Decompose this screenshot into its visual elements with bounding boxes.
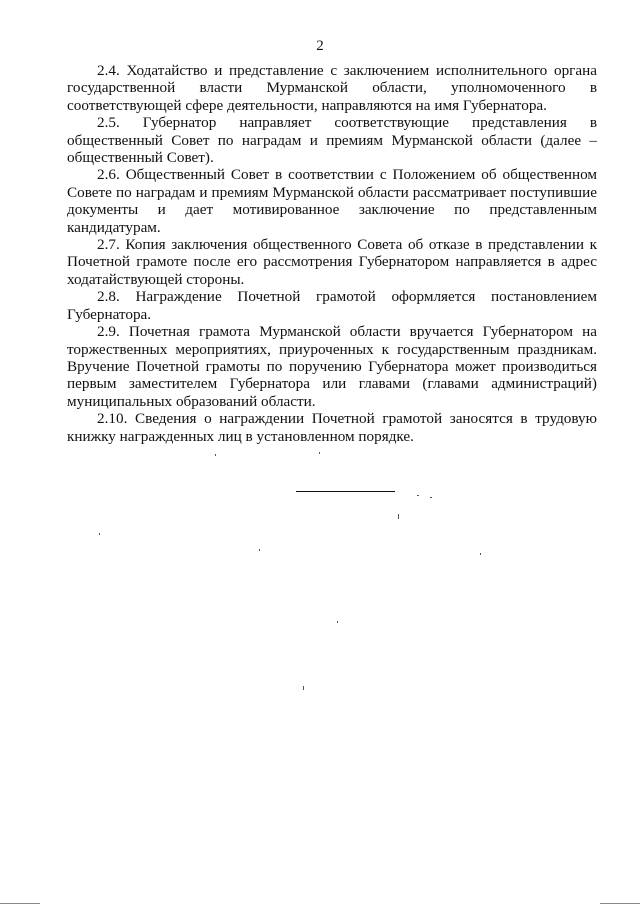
paragraph-2-7: 2.7. Копия заключения общественного Совета об отказе в представлении к Почетной грамоте после его рассмотрения Губернатором направляется в адрес ходатайствующей стороны. bbox=[67, 236, 597, 288]
paragraph-2-4: 2.4. Ходатайство и представление с заключением исполнительного органа государственной власти Мурманской области, уполномоченного в соответствующей сфере деятельности, направляются на имя Губернатора. bbox=[67, 62, 597, 114]
paragraph-2-5: 2.5. Губернатор направляет соответствующие представления в общественный Совет по наградам и премиям Мурманской области (далее – общественный Совет). bbox=[67, 114, 597, 167]
paragraph-2-10: 2.10. Сведения о награждении Почетной грамотой заносятся в трудовую книжку награжденных лиц в установленном порядке. bbox=[67, 410, 597, 445]
end-of-document-rule bbox=[296, 491, 395, 492]
paragraph-2-6: 2.6. Общественный Совет в соответствии с Положением об общественном Совете по наградам и премиям Мурманской области рассматривает поступившие документы и дает мотивированное заключение по представленным кандидатурам. bbox=[67, 166, 597, 236]
scan-speck bbox=[259, 549, 260, 551]
scan-edge-left bbox=[0, 903, 40, 904]
scan-speck bbox=[303, 686, 304, 690]
scan-speck bbox=[337, 621, 338, 623]
scan-speck bbox=[430, 497, 432, 498]
document-body bbox=[67, 62, 597, 445]
scan-speck bbox=[215, 454, 216, 456]
scan-speck bbox=[398, 514, 399, 519]
paragraph-2-8: 2.8. Награждение Почетной грамотой оформляется постановлением Губернатора. bbox=[67, 288, 597, 323]
scan-speck bbox=[417, 495, 419, 496]
page-number: 2 bbox=[316, 38, 324, 54]
paragraph-2-9: 2.9. Почетная грамота Мурманской области вручается Губернатором на торжественных мероприятиях, приуроченных к государственным праздникам. Вручение Почетной грамоты по поручению Губернатора может производиться первым заместителем Губернатора или главами (главами администраций) муниципальных образований области. bbox=[67, 323, 597, 410]
scan-speck bbox=[480, 553, 481, 555]
scan-speck bbox=[319, 452, 320, 454]
scan-edge-right bbox=[600, 903, 640, 904]
scan-speck bbox=[99, 533, 100, 535]
